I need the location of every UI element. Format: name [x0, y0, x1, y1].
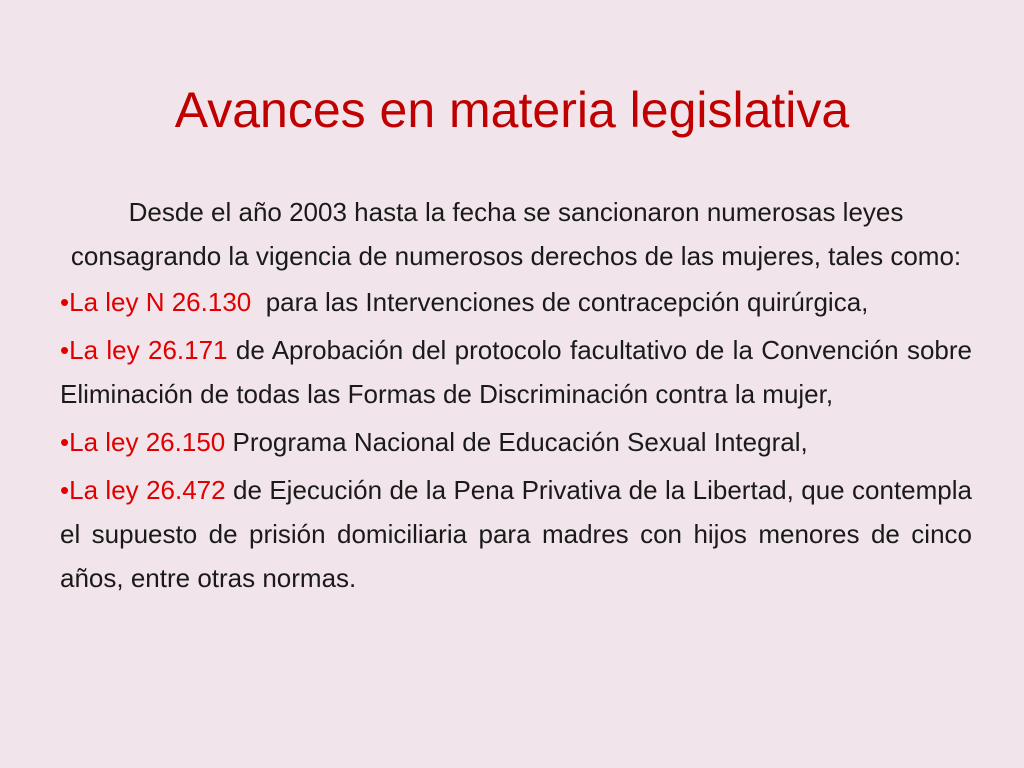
bullet-marker: • [60, 427, 70, 457]
bullet-marker: • [60, 475, 70, 505]
law-description: de Aprobación del protocolo facultativo de la Convención sobre Eliminación de todas las Formas de Discriminación contra la mujer, [60, 335, 980, 409]
bullet-item [60, 420, 972, 464]
slide-title: Avances en materia legislativa [174, 82, 850, 138]
law-name: La ley 26.150 [69, 427, 226, 457]
law-name: La ley N 26.130 [69, 287, 252, 317]
slide-body [60, 190, 980, 604]
bullet-item [60, 468, 980, 600]
intro-paragraph: Desde el año 2003 hasta la fecha se sancionaron numerosas leyes consagrando la vigencia de numerosos derechos de las mujeres, tales como: [70, 197, 962, 271]
bullet-marker: • [60, 335, 70, 365]
law-description: para las Intervenciones de contracepción quirúrgica, [251, 287, 869, 317]
law-name: La ley 26.171 [69, 335, 228, 365]
bullet-marker: • [60, 287, 70, 317]
bullet-item [60, 280, 972, 324]
law-description: de Ejecución de la Pena Privativa de la Libertad, que contempla el supuesto de prisión domiciliaria para madres con hijos menores de cinco años, entre otras normas. [60, 475, 980, 593]
bullet-item [60, 328, 980, 416]
law-name: La ley 26.472 [69, 475, 226, 505]
law-description: Programa Nacional de Educación Sexual Integral, [225, 427, 808, 457]
